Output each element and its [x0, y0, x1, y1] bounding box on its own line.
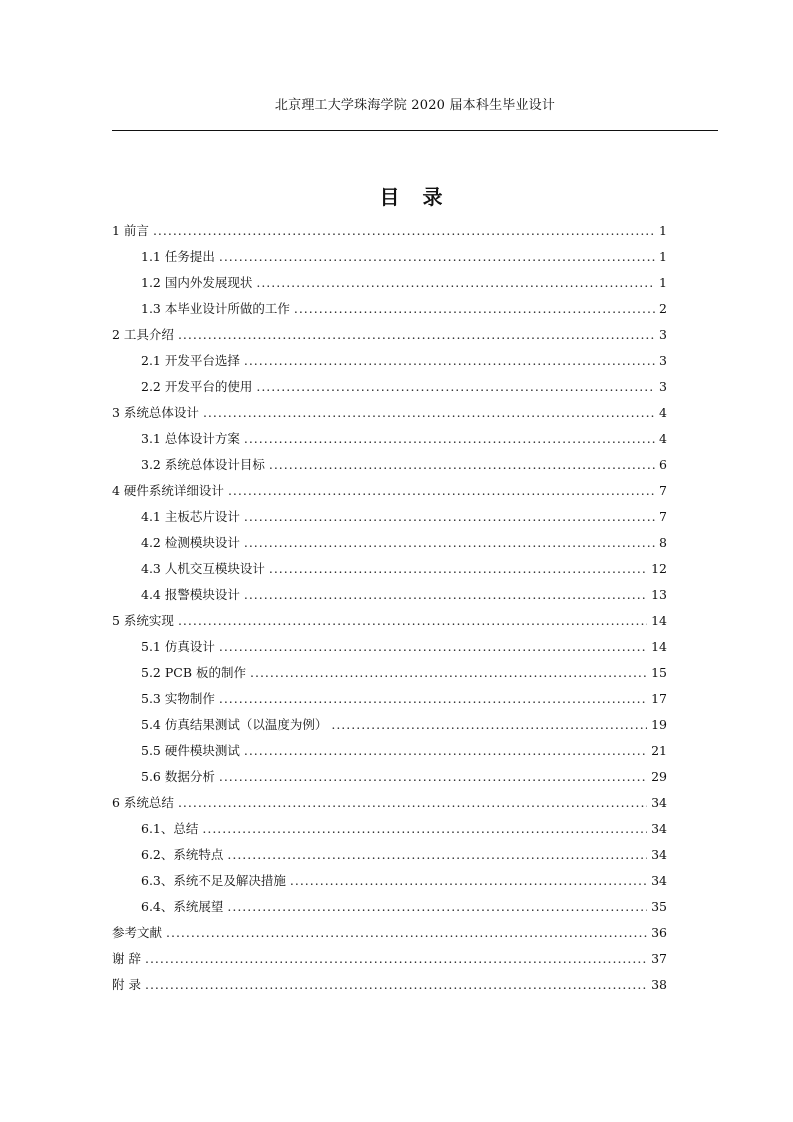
- toc-entry[interactable]: [112, 920, 667, 946]
- toc-leader-dots: [290, 868, 647, 894]
- toc-leader-dots: [227, 894, 647, 920]
- toc-entry-page-number: 14: [651, 613, 667, 628]
- toc-leader-dots: [219, 244, 655, 270]
- toc-entry-page-number: 3: [659, 379, 667, 394]
- toc-entry-label: 4.1 主板芯片设计: [141, 509, 240, 524]
- toc-entry[interactable]: [112, 218, 667, 244]
- toc-entry[interactable]: [112, 894, 667, 920]
- toc-entry[interactable]: [112, 660, 667, 686]
- toc-leader-dots: [256, 374, 655, 400]
- toc-entry-label: 6 系统总结: [112, 795, 174, 810]
- toc-entry-label: 4 硬件系统详细设计: [112, 483, 224, 498]
- toc-leader-dots: [178, 608, 647, 634]
- toc-entry-page-number: 12: [651, 561, 667, 576]
- toc-entry-page-number: 19: [651, 717, 667, 732]
- toc-leader-dots: [219, 686, 647, 712]
- toc-leader-dots: [244, 504, 655, 530]
- toc-entry-label: 2.1 开发平台选择: [141, 353, 240, 368]
- toc-leader-dots: [250, 660, 647, 686]
- toc-leader-dots: [294, 296, 655, 322]
- toc-entry-page-number: 29: [651, 769, 667, 784]
- toc-entry-label: 5.6 数据分析: [141, 769, 215, 784]
- toc-entry[interactable]: [112, 868, 667, 894]
- toc-entry-page-number: 17: [651, 691, 667, 706]
- toc-entry-page-number: 36: [651, 925, 667, 940]
- toc-entry-page-number: 4: [659, 405, 667, 420]
- toc-entry-page-number: 34: [651, 847, 667, 862]
- toc-entry[interactable]: [112, 634, 667, 660]
- toc-entry-page-number: 3: [659, 353, 667, 368]
- toc-entry-page-number: 2: [659, 301, 667, 316]
- toc-leader-dots: [244, 738, 647, 764]
- toc-leader-dots: [244, 582, 647, 608]
- toc-entry-label: 6.2、系统特点: [141, 847, 224, 862]
- toc-entry-page-number: 4: [659, 431, 667, 446]
- table-of-contents: [112, 218, 667, 998]
- toc-entry[interactable]: [112, 244, 667, 270]
- toc-entry-label: 5.2 PCB 板的制作: [141, 665, 246, 680]
- toc-entry-label: 1.2 国内外发展现状: [141, 275, 253, 290]
- toc-entry[interactable]: [112, 842, 667, 868]
- toc-entry-label: 2 工具介绍: [112, 327, 174, 342]
- toc-entry-label: 5.4 仿真结果测试（以温度为例）: [141, 717, 328, 732]
- toc-entry-page-number: 6: [659, 457, 667, 472]
- toc-entry-label: 谢 辞: [112, 951, 141, 966]
- toc-entry[interactable]: [112, 790, 667, 816]
- toc-entry-page-number: 3: [659, 327, 667, 342]
- toc-leader-dots: [145, 972, 647, 998]
- toc-leader-dots: [203, 400, 655, 426]
- running-header: 北京理工大学珠海学院 2020 届本科生毕业设计: [274, 98, 556, 113]
- toc-leader-dots: [256, 270, 655, 296]
- toc-entry-page-number: 35: [651, 899, 667, 914]
- toc-leader-dots: [202, 816, 647, 842]
- toc-entry-page-number: 1: [659, 275, 667, 290]
- toc-entry-page-number: 8: [659, 535, 667, 550]
- toc-entry[interactable]: [112, 270, 667, 296]
- toc-entry-page-number: 34: [651, 821, 667, 836]
- toc-leader-dots: [219, 634, 647, 660]
- toc-entry-label: 参考文献: [112, 925, 163, 940]
- toc-entry-label: 4.2 检测模块设计: [141, 535, 240, 550]
- toc-entry-label: 2.2 开发平台的使用: [141, 379, 253, 394]
- toc-entry-label: 附 录: [112, 977, 141, 992]
- toc-entry-label: 3.2 系统总体设计目标: [141, 457, 265, 472]
- toc-entry[interactable]: [112, 296, 667, 322]
- toc-entry-label: 5.1 仿真设计: [141, 639, 215, 654]
- toc-leader-dots: [166, 920, 647, 946]
- toc-leader-dots: [269, 556, 647, 582]
- toc-leader-dots: [145, 946, 647, 972]
- toc-entry[interactable]: [112, 556, 667, 582]
- toc-leader-dots: [228, 478, 655, 504]
- toc-entry-label: 5.5 硬件模块测试: [141, 743, 240, 758]
- toc-entry[interactable]: [112, 712, 667, 738]
- toc-entry[interactable]: [112, 738, 667, 764]
- toc-leader-dots: [178, 322, 655, 348]
- toc-entry-label: 5.3 实物制作: [141, 691, 215, 706]
- toc-entry-label: 5 系统实现: [112, 613, 174, 628]
- toc-entry-label: 1 前言: [112, 223, 149, 238]
- toc-entry[interactable]: [112, 478, 667, 504]
- toc-entry[interactable]: [112, 686, 667, 712]
- toc-entry-page-number: 13: [651, 587, 667, 602]
- toc-entry-page-number: 37: [651, 951, 667, 966]
- toc-entry[interactable]: [112, 816, 667, 842]
- toc-entry-page-number: 15: [651, 665, 667, 680]
- toc-entry[interactable]: [112, 348, 667, 374]
- toc-leader-dots: [331, 712, 647, 738]
- header-divider: [112, 130, 718, 131]
- toc-entry-label: 1.3 本毕业设计所做的工作: [141, 301, 290, 316]
- toc-entry-label: 4.4 报警模块设计: [141, 587, 240, 602]
- toc-leader-dots: [219, 764, 647, 790]
- toc-leader-dots: [178, 790, 647, 816]
- toc-entry[interactable]: [112, 322, 667, 348]
- toc-leader-dots: [244, 348, 655, 374]
- toc-entry-page-number: 34: [651, 795, 667, 810]
- toc-entry[interactable]: [112, 400, 667, 426]
- toc-leader-dots: [244, 426, 655, 452]
- toc-entry-page-number: 7: [659, 483, 667, 498]
- toc-entry-label: 3 系统总体设计: [112, 405, 199, 420]
- toc-entry-page-number: 21: [651, 743, 667, 758]
- toc-entry[interactable]: [112, 608, 667, 634]
- toc-entry-label: 6.4、系统展望: [141, 899, 224, 914]
- toc-entry-page-number: 34: [651, 873, 667, 888]
- toc-entry[interactable]: [112, 504, 667, 530]
- toc-entry[interactable]: [112, 530, 667, 556]
- toc-entry-page-number: 1: [659, 223, 667, 238]
- toc-entry-label: 6.3、系统不足及解决措施: [141, 873, 286, 888]
- toc-entry-page-number: 38: [651, 977, 667, 992]
- toc-entry-label: 1.1 任务提出: [141, 249, 215, 264]
- toc-title: 目 录: [379, 185, 451, 209]
- toc-entry-label: 3.1 总体设计方案: [141, 431, 240, 446]
- toc-entry[interactable]: [112, 426, 667, 452]
- toc-entry-label: 6.1、总结: [141, 821, 199, 836]
- toc-entry[interactable]: [112, 764, 667, 790]
- toc-leader-dots: [244, 530, 655, 556]
- toc-entry-page-number: 1: [659, 249, 667, 264]
- toc-entry[interactable]: [112, 452, 667, 478]
- toc-leader-dots: [227, 842, 647, 868]
- toc-entry-page-number: 14: [651, 639, 667, 654]
- toc-leader-dots: [153, 218, 655, 244]
- toc-entry-label: 4.3 人机交互模块设计: [141, 561, 265, 576]
- toc-entry[interactable]: [112, 946, 667, 972]
- toc-entry[interactable]: [112, 972, 667, 998]
- toc-entry-page-number: 7: [659, 509, 667, 524]
- toc-entry[interactable]: [112, 582, 667, 608]
- toc-entry[interactable]: [112, 374, 667, 400]
- toc-leader-dots: [269, 452, 655, 478]
